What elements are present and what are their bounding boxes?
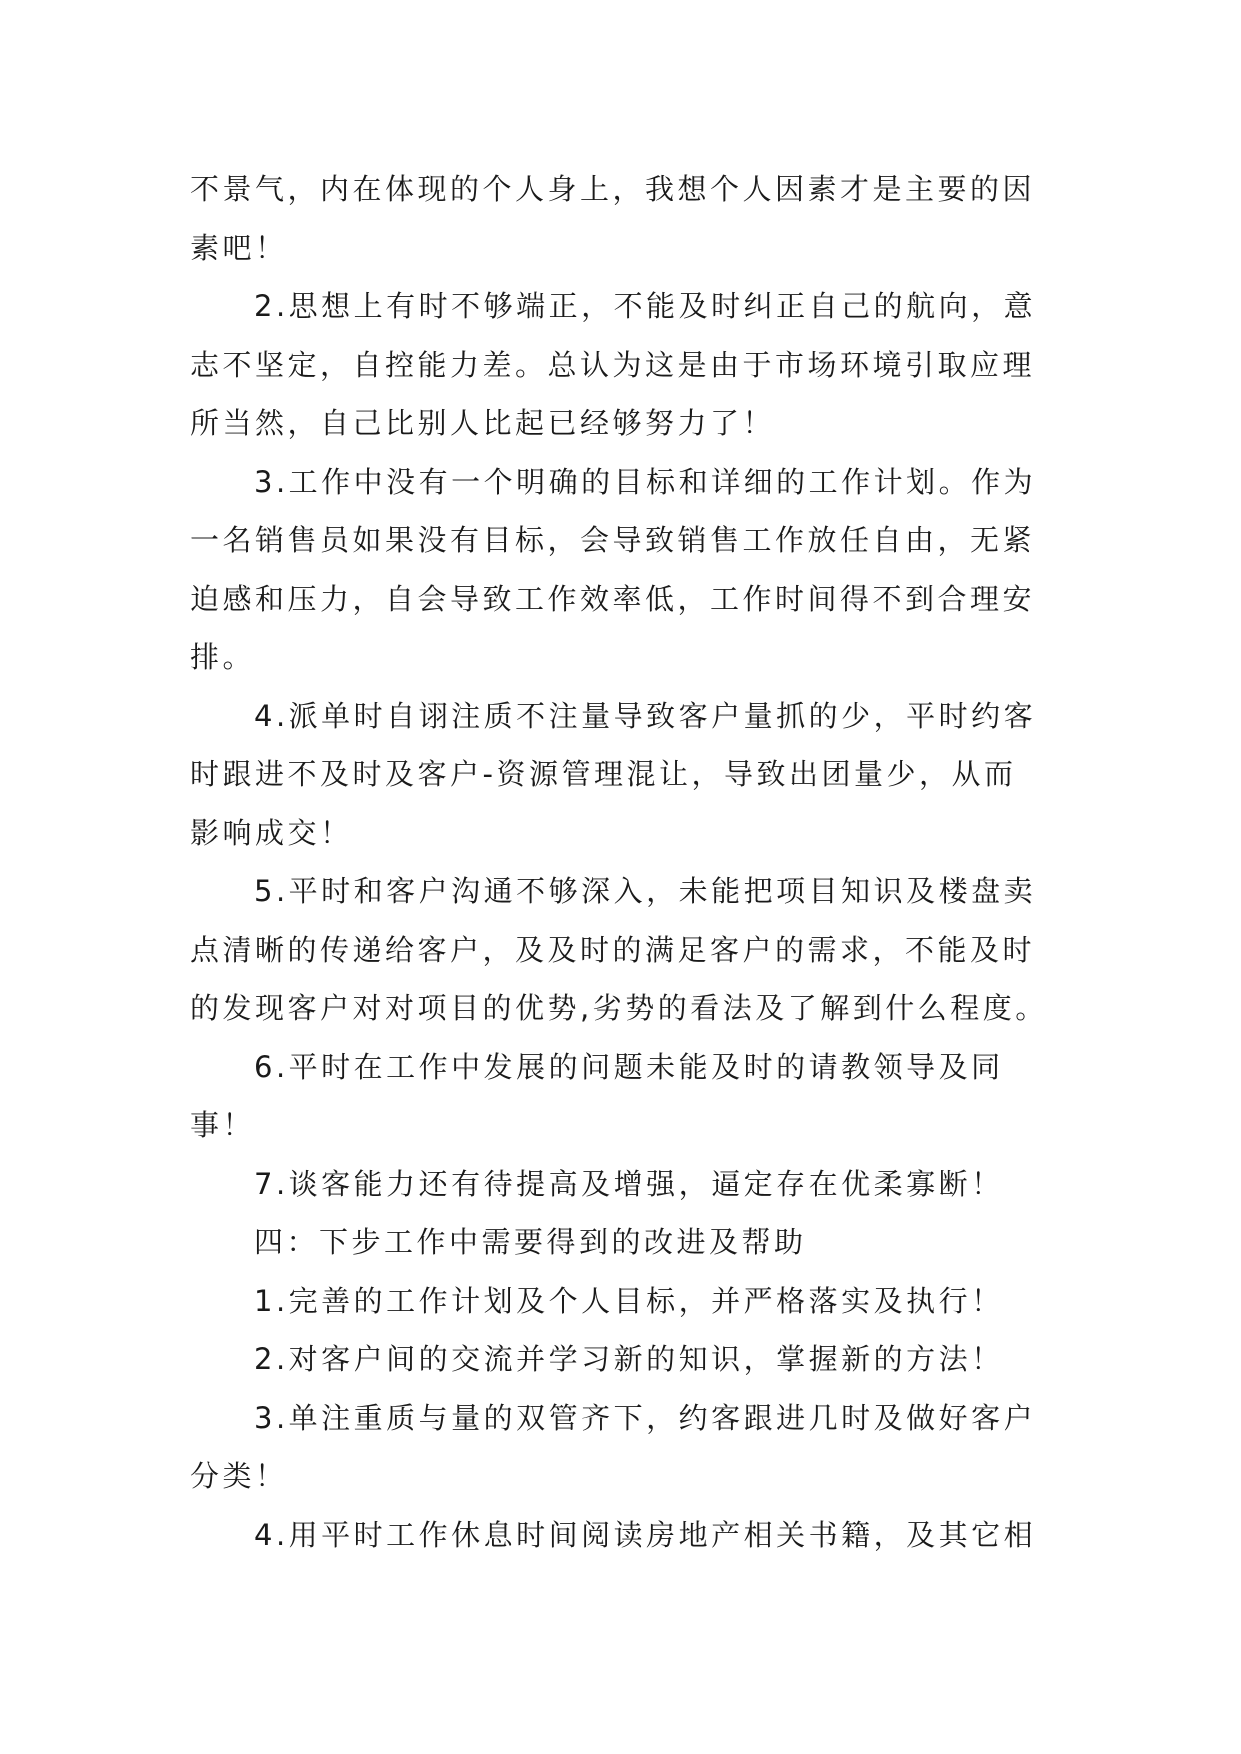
text-line: 5.平时和客户沟通不够深入，未能把项目知识及楼盘卖 <box>254 874 1037 908</box>
text-line: 点清晰的传递给客户，及及时的满足客户的需求，不能及时 <box>190 932 1036 967</box>
text-line: 时跟进不及时及客户-资源管理混让，导致出团量少，从而 <box>190 757 1017 791</box>
document-body <box>190 160 1060 1564</box>
text-line: 3.工作中没有一个明确的目标和详细的工作计划。作为 <box>254 464 1037 499</box>
text-line: 的发现客户对对项目的优势,劣势的看法及了解到什么程度。 <box>190 991 1048 1025</box>
text-line: 7.谈客能力还有待提高及增强，逼定存在优柔寡断！ <box>254 1166 1004 1201</box>
text-line: 6.平时在工作中发展的问题未能及时的请教领导及同 <box>254 1049 1004 1084</box>
text-line: 4.用平时工作休息时间阅读房地产相关书籍，及其它相 <box>254 1517 1037 1552</box>
text-line: 一名销售员如果没有目标，会导致销售工作放任自由，无紧 <box>190 523 1036 557</box>
text-line: 所当然，自己比别人比起已经够努力了！ <box>190 406 776 440</box>
text-line: 志不坚定，自控能力差。总认为这是由于市场环境引取应理 <box>190 347 1036 382</box>
text-line: 2.对客户间的交流并学习新的知识，掌握新的方法！ <box>254 1342 1004 1376</box>
text-line: 影响成交！ <box>190 815 353 850</box>
text-line: 分类！ <box>190 1459 288 1493</box>
text-line: 3.单注重质与量的双管齐下，约客跟进几时及做好客户 <box>254 1400 1037 1435</box>
text-line: 1.完善的工作计划及个人目标，并严格落实及执行！ <box>254 1283 1004 1318</box>
text-line: 不景气，内在体现的个人身上，我想个人因素才是主要的因 <box>190 172 1036 206</box>
section-heading: 四：下步工作中需要得到的改进及帮助 <box>254 1225 807 1259</box>
text-line: 排。 <box>190 640 256 674</box>
text-line: 迫感和压力，自会导致工作效率低，工作时间得不到合理安 <box>190 581 1036 616</box>
text-line: 4.派单时自诩注质不注量导致客户量抓的少，平时约客 <box>254 698 1037 733</box>
text-line: 2.思想上有时不够端正，不能及时纠正自己的航向，意 <box>254 289 1037 323</box>
text-line: 事！ <box>190 1108 256 1142</box>
text-line: 素吧！ <box>190 230 288 265</box>
